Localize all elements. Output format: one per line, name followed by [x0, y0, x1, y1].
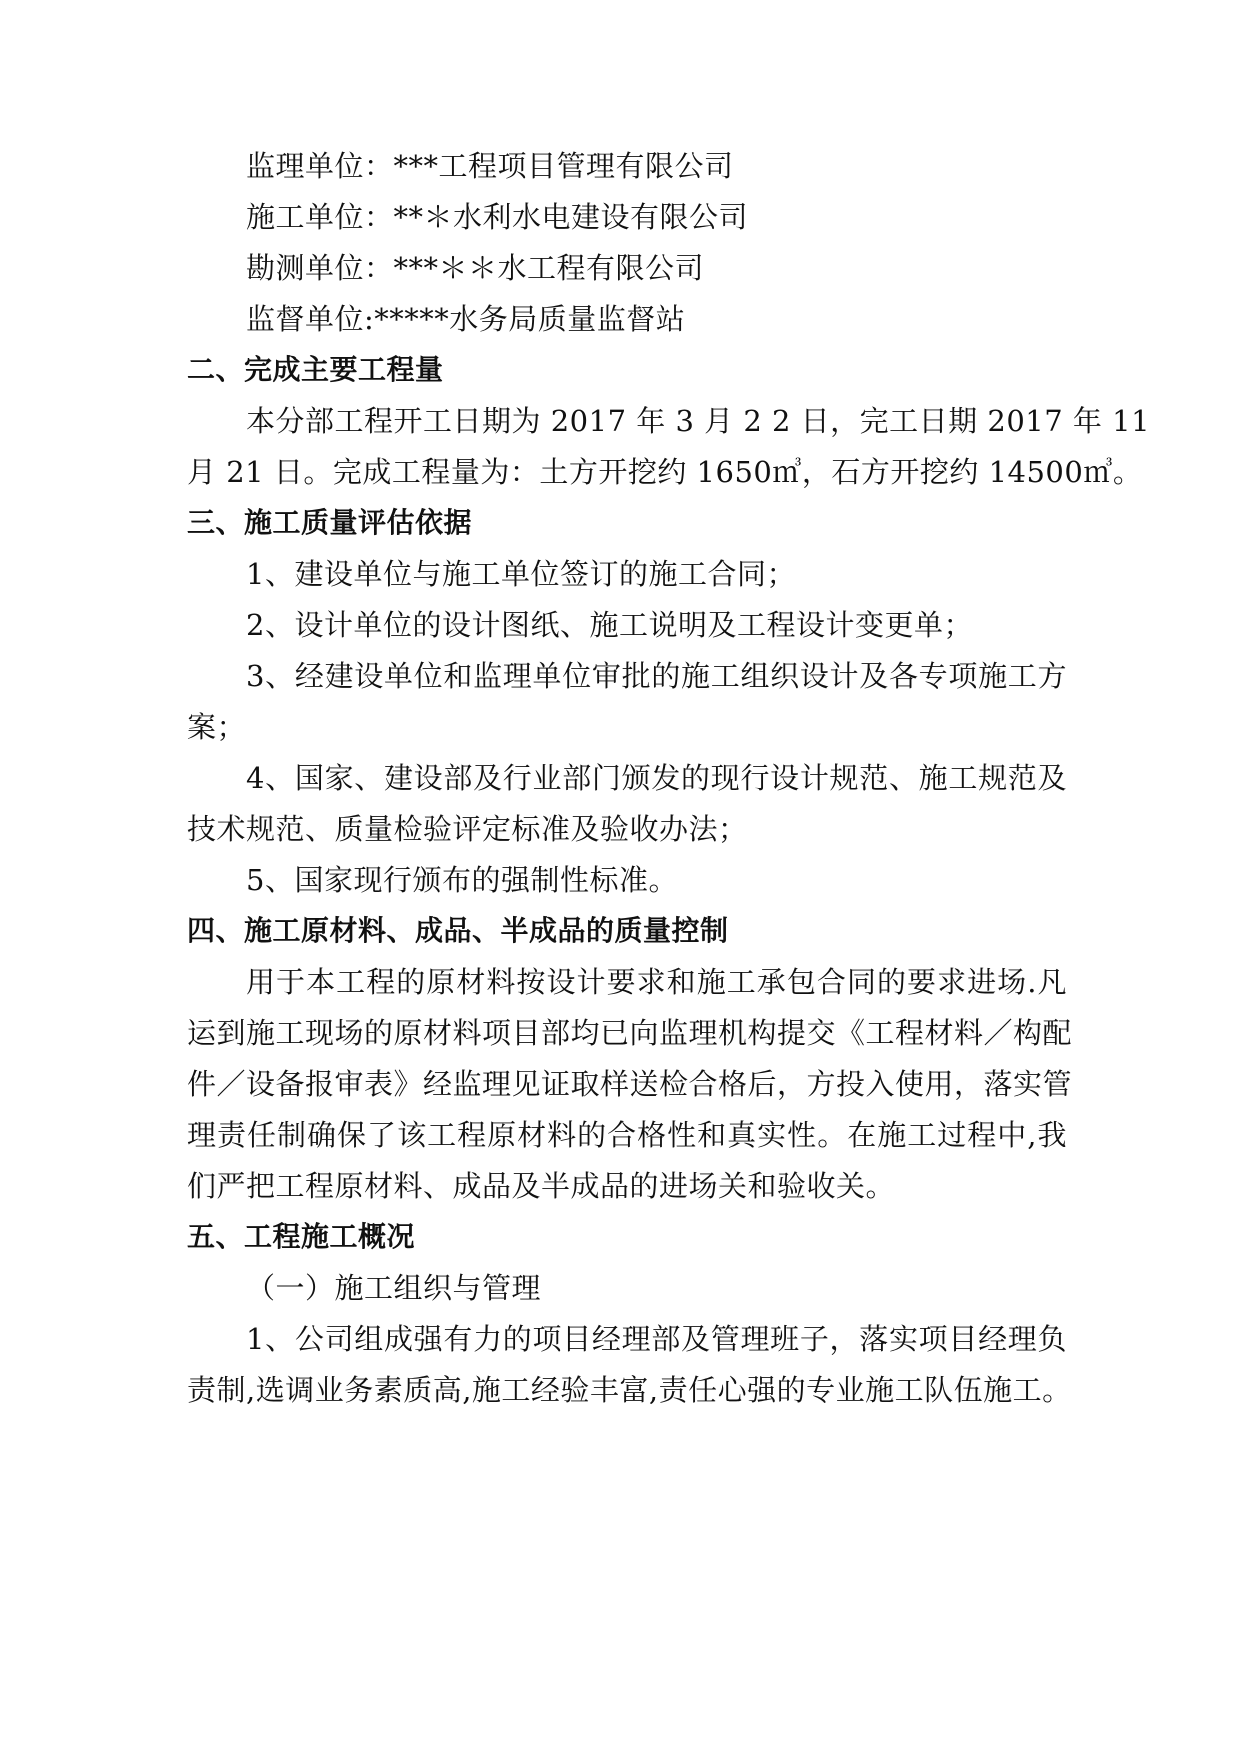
section-heading-overview: 五、工程施工概况: [187, 1220, 416, 1253]
materials-line-2: 运到施工现场的原材料项目部均已向监理机构提交《工程材料／构配: [187, 1016, 1073, 1050]
materials-line-5: 们严把工程原材料、成品及半成品的进场关和验收关。: [187, 1169, 896, 1203]
overview-subheading: （一）施工组织与管理: [246, 1271, 542, 1305]
basis-item-1: 1、建设单位与施工单位签订的施工合同；: [246, 557, 796, 591]
basis-item-3-line-2: 案；: [187, 710, 247, 744]
materials-line-3: 件／设备报审表》经监理见证取样送检合格后，方投入使用，落实管: [187, 1067, 1073, 1101]
supervision-unit: 监理单位：***工程项目管理有限公司: [246, 149, 734, 183]
quantities-line-1: 本分部工程开工日期为 2017 年 3 月 2 2 日，完工日期 2017 年 11: [246, 404, 1151, 438]
survey-unit: 勘测单位：***＊＊水工程有限公司: [246, 251, 705, 285]
section-heading-basis: 三、施工质量评估依据: [187, 506, 473, 539]
basis-item-4-line-2: 技术规范、质量检验评定标准及验收办法；: [187, 812, 748, 846]
materials-line-1: 用于本工程的原材料按设计要求和施工承包合同的要求进场.凡: [246, 965, 1067, 999]
basis-item-3-line-1: 3、经建设单位和监理单位审批的施工组织设计及各专项施工方: [246, 659, 1067, 693]
construction-unit: 施工单位：**＊水利水电建设有限公司: [246, 200, 749, 234]
materials-line-4: 理责任制确保了该工程原材料的合格性和真实性。在施工过程中,我: [187, 1118, 1067, 1152]
basis-item-2: 2、设计单位的设计图纸、施工说明及工程设计变更单；: [246, 608, 973, 642]
overview-line-1: 1、公司组成强有力的项目经理部及管理班子，落实项目经理负: [246, 1322, 1067, 1356]
basis-item-5: 5、国家现行颁布的强制性标准。: [246, 863, 678, 897]
quantities-line-2: 月 21 日。完成工程量为：土方开挖约 1650㎥，石方开挖约 14500㎥。: [187, 455, 1143, 489]
section-heading-materials: 四、施工原材料、成品、半成品的质量控制: [187, 914, 729, 947]
section-heading-quantities: 二、完成主要工程量: [187, 353, 444, 386]
oversight-unit: 监督单位:*****水务局质量监督站: [246, 302, 686, 336]
basis-item-4-line-1: 4、国家、建设部及行业部门颁发的现行设计规范、施工规范及: [246, 761, 1067, 795]
overview-line-2: 责制,选调业务素质高,施工经验丰富,责任心强的专业施工队伍施工。: [187, 1373, 1072, 1407]
